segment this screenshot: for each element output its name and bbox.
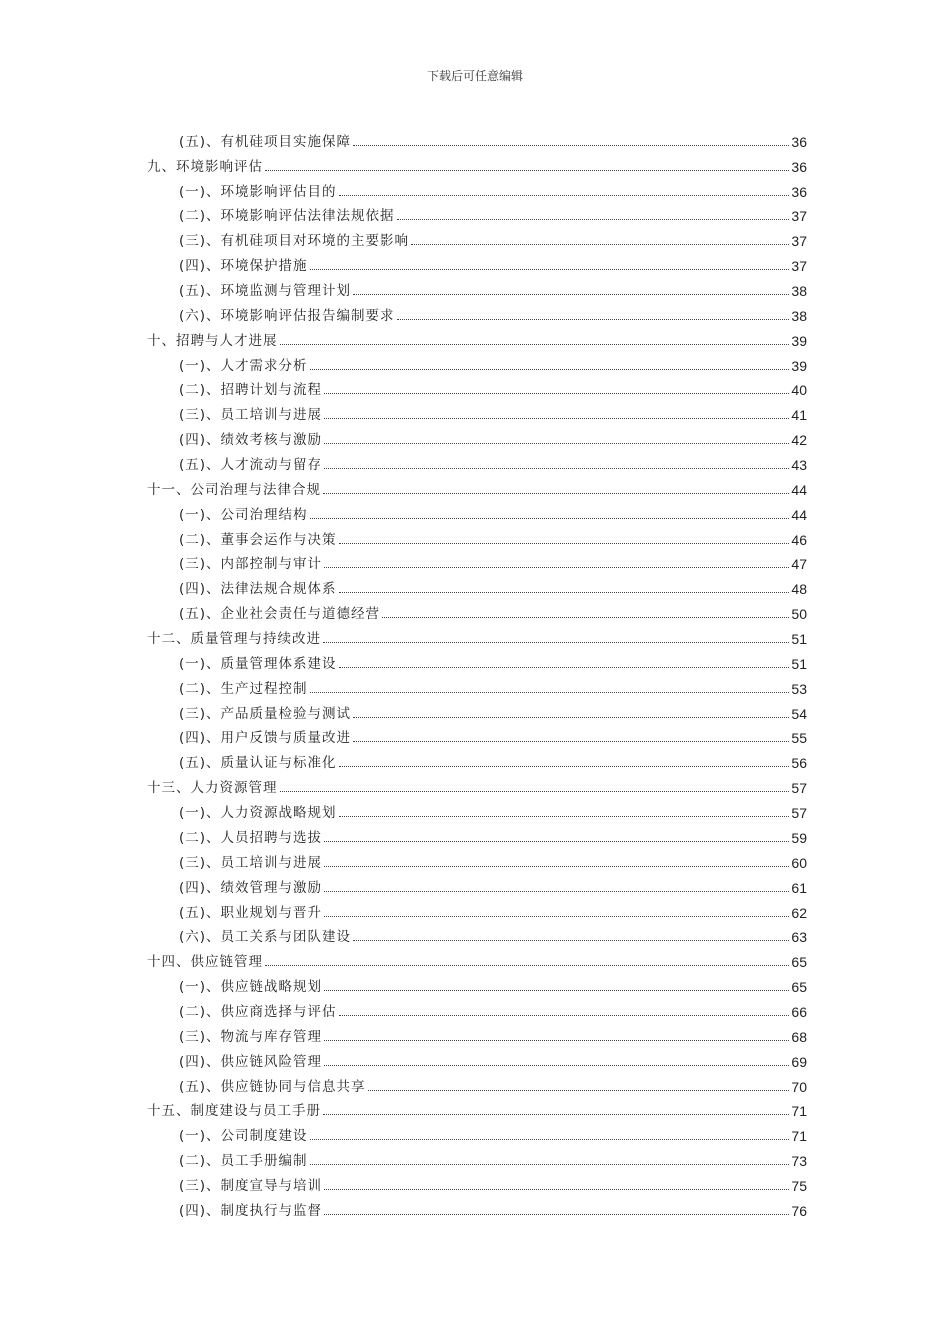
toc-entry-label: (五)、职业规划与晋升 <box>179 904 323 921</box>
toc-page-number: 57 <box>791 805 807 822</box>
toc-dot-leader <box>324 990 789 991</box>
toc-section-entry[interactable] <box>147 249 807 274</box>
toc-page-number: 43 <box>791 457 807 474</box>
toc-page-number: 59 <box>791 829 807 846</box>
toc-entry-label: (二)、供应商选择与评估 <box>179 1003 337 1020</box>
toc-entry-label: (五)、环境监测与管理计划 <box>179 283 352 300</box>
toc-dot-leader <box>280 791 790 792</box>
toc-entry-label: (一)、环境影响评估目的 <box>179 183 337 200</box>
toc-entry-label: 十三、人力资源管理 <box>147 780 278 797</box>
toc-entry-label: (三)、内部控制与审计 <box>179 556 323 573</box>
toc-page-number: 38 <box>791 307 807 324</box>
toc-entry-label: (三)、有机硅项目对环境的主要影响 <box>179 233 410 250</box>
toc-dot-leader <box>324 841 789 842</box>
toc-dot-leader <box>310 269 790 270</box>
toc-section-entry[interactable] <box>147 548 807 573</box>
toc-page-number: 37 <box>791 258 807 275</box>
toc-section-entry[interactable] <box>147 921 807 946</box>
toc-entry-label: (四)、绩效管理与激励 <box>179 879 323 896</box>
toc-dot-leader <box>411 244 789 245</box>
toc-section-entry[interactable] <box>147 871 807 896</box>
toc-page-number: 37 <box>791 233 807 250</box>
toc-dot-leader <box>324 916 789 917</box>
toc-dot-leader <box>310 518 790 519</box>
toc-section-entry[interactable] <box>147 299 807 324</box>
toc-section-entry[interactable] <box>147 398 807 423</box>
toc-section-entry[interactable] <box>147 125 807 150</box>
toc-page-number: 42 <box>791 432 807 449</box>
toc-page-number: 51 <box>791 655 807 672</box>
toc-page-number: 46 <box>791 531 807 548</box>
toc-dot-leader <box>324 1040 789 1041</box>
toc-page-number: 38 <box>791 283 807 300</box>
toc-page-number: 63 <box>791 929 807 946</box>
toc-entry-label: (一)、人力资源战略规划 <box>179 805 337 822</box>
toc-entry-label: (三)、员工培训与进展 <box>179 407 323 424</box>
toc-entry-label: (二)、生产过程控制 <box>179 680 308 697</box>
toc-entry-label: (二)、环境影响评估法律法规依据 <box>179 208 395 225</box>
toc-page-number: 44 <box>791 506 807 523</box>
toc-entry-label: (一)、供应链战略规划 <box>179 979 323 996</box>
toc-dot-leader <box>339 766 790 767</box>
toc-chapter-entry[interactable] <box>147 1095 807 1120</box>
toc-section-entry[interactable] <box>147 970 807 995</box>
toc-entry-label: (五)、人才流动与留存 <box>179 457 323 474</box>
toc-entry-label: (二)、员工手册编制 <box>179 1153 308 1170</box>
toc-section-entry[interactable] <box>147 175 807 200</box>
toc-section-entry[interactable] <box>147 498 807 523</box>
toc-page-number: 47 <box>791 556 807 573</box>
toc-dot-leader <box>310 1139 790 1140</box>
toc-dot-leader <box>353 294 789 295</box>
toc-page-number: 57 <box>791 780 807 797</box>
toc-page-number: 76 <box>791 1202 807 1219</box>
toc-entry-label: (二)、人员招聘与选拔 <box>179 829 323 846</box>
toc-dot-leader <box>339 543 790 544</box>
toc-page-number: 40 <box>791 382 807 399</box>
toc-dot-leader <box>353 741 789 742</box>
toc-page-number: 68 <box>791 1028 807 1045</box>
toc-chapter-entry[interactable] <box>147 473 807 498</box>
toc-page-number: 65 <box>791 954 807 971</box>
toc-dot-leader <box>323 493 789 494</box>
toc-entry-label: (五)、有机硅项目实施保障 <box>179 133 352 150</box>
toc-dot-leader <box>339 1015 790 1016</box>
toc-dot-leader <box>324 567 789 568</box>
toc-entry-label: 九、环境影响评估 <box>147 158 263 175</box>
toc-section-entry[interactable] <box>147 448 807 473</box>
toc-page-number: 36 <box>791 133 807 150</box>
toc-dot-leader <box>324 393 789 394</box>
toc-dot-leader <box>265 965 789 966</box>
toc-section-entry[interactable] <box>147 597 807 622</box>
toc-entry-label: (六)、环境影响评估报告编制要求 <box>179 307 395 324</box>
toc-entry-label: (四)、用户反馈与质量改进 <box>179 730 352 747</box>
toc-section-entry[interactable] <box>147 1119 807 1144</box>
toc-entry-label: (一)、公司治理结构 <box>179 506 308 523</box>
toc-page-number: 75 <box>791 1177 807 1194</box>
toc-section-entry[interactable] <box>147 821 807 846</box>
toc-page-number: 39 <box>791 357 807 374</box>
toc-entry-label: (三)、员工培训与进展 <box>179 854 323 871</box>
toc-dot-leader <box>324 1065 789 1066</box>
toc-dot-leader <box>339 667 790 668</box>
toc-dot-leader <box>310 1164 790 1165</box>
table-of-contents <box>147 125 807 1219</box>
toc-page-number: 54 <box>791 705 807 722</box>
toc-dot-leader <box>368 1090 790 1091</box>
toc-page-number: 66 <box>791 1003 807 1020</box>
toc-chapter-entry[interactable] <box>147 622 807 647</box>
toc-entry-label: (一)、质量管理体系建设 <box>179 655 337 672</box>
toc-dot-leader <box>265 170 789 171</box>
toc-page-number: 69 <box>791 1053 807 1070</box>
toc-entry-label: (五)、质量认证与标准化 <box>179 755 337 772</box>
toc-page-number: 41 <box>791 407 807 424</box>
toc-dot-leader <box>353 717 789 718</box>
toc-dot-leader <box>353 145 789 146</box>
toc-page-number: 65 <box>791 979 807 996</box>
toc-entry-label: (一)、人才需求分析 <box>179 357 308 374</box>
page-header: 下载后可任意编辑 <box>426 69 523 83</box>
toc-entry-label: 十四、供应链管理 <box>147 954 263 971</box>
toc-entry-label: (四)、制度执行与监督 <box>179 1202 323 1219</box>
toc-section-entry[interactable] <box>147 1045 807 1070</box>
toc-dot-leader <box>339 195 790 196</box>
toc-page-number: 55 <box>791 730 807 747</box>
toc-page-number: 44 <box>791 481 807 498</box>
toc-entry-label: (三)、产品质量检验与测试 <box>179 705 352 722</box>
toc-section-entry[interactable] <box>147 697 807 722</box>
toc-page-number: 71 <box>791 1103 807 1120</box>
toc-section-entry[interactable] <box>147 846 807 871</box>
toc-section-entry[interactable] <box>147 523 807 548</box>
toc-entry-label: (四)、绩效考核与激励 <box>179 432 323 449</box>
toc-entry-label: (二)、招聘计划与流程 <box>179 382 323 399</box>
toc-page-number: 56 <box>791 755 807 772</box>
toc-section-entry[interactable] <box>147 224 807 249</box>
toc-page-number: 50 <box>791 606 807 623</box>
toc-page-number: 53 <box>791 680 807 697</box>
toc-dot-leader <box>324 866 789 867</box>
toc-section-entry[interactable] <box>147 995 807 1020</box>
toc-dot-leader <box>397 219 790 220</box>
toc-entry-label: (四)、法律法规合规体系 <box>179 581 337 598</box>
toc-entry-label: (五)、供应链协同与信息共享 <box>179 1078 366 1095</box>
toc-section-entry[interactable] <box>147 200 807 225</box>
toc-section-entry[interactable] <box>147 1169 807 1194</box>
toc-entry-label: (一)、公司制度建设 <box>179 1128 308 1145</box>
toc-entry-label: (三)、制度宣导与培训 <box>179 1177 323 1194</box>
toc-section-entry[interactable] <box>147 374 807 399</box>
toc-entry-label: (四)、环境保护措施 <box>179 258 308 275</box>
toc-dot-leader <box>339 816 790 817</box>
toc-page-number: 73 <box>791 1153 807 1170</box>
toc-dot-leader <box>324 418 789 419</box>
toc-entry-label: (二)、董事会运作与决策 <box>179 531 337 548</box>
toc-section-entry[interactable] <box>147 1070 807 1095</box>
toc-section-entry[interactable] <box>147 1144 807 1169</box>
toc-chapter-entry[interactable] <box>147 324 807 349</box>
toc-page-number: 62 <box>791 904 807 921</box>
toc-section-entry[interactable] <box>147 647 807 672</box>
toc-page-number: 36 <box>791 183 807 200</box>
toc-section-entry[interactable] <box>147 796 807 821</box>
toc-entry-label: 十一、公司治理与法律合规 <box>147 481 321 498</box>
toc-entry-label: 十、招聘与人才进展 <box>147 332 278 349</box>
toc-dot-leader <box>280 344 790 345</box>
toc-page-number: 51 <box>791 631 807 648</box>
toc-dot-leader <box>324 1189 789 1190</box>
toc-dot-leader <box>324 443 789 444</box>
toc-entry-label: (四)、供应链风险管理 <box>179 1053 323 1070</box>
toc-page-number: 37 <box>791 208 807 225</box>
toc-chapter-entry[interactable] <box>147 150 807 175</box>
toc-dot-leader <box>310 692 790 693</box>
toc-dot-leader <box>323 642 789 643</box>
toc-dot-leader <box>382 617 789 618</box>
toc-page-number: 71 <box>791 1128 807 1145</box>
toc-dot-leader <box>397 319 790 320</box>
toc-section-entry[interactable] <box>147 349 807 374</box>
toc-entry-label: (五)、企业社会责任与道德经营 <box>179 606 381 623</box>
toc-page-number: 36 <box>791 158 807 175</box>
toc-section-entry[interactable] <box>147 1194 807 1219</box>
toc-page-number: 61 <box>791 879 807 896</box>
toc-section-entry[interactable] <box>147 896 807 921</box>
toc-entry-label: 十二、质量管理与持续改进 <box>147 631 321 648</box>
toc-entry-label: (三)、物流与库存管理 <box>179 1028 323 1045</box>
toc-page-number: 48 <box>791 581 807 598</box>
toc-page-number: 60 <box>791 854 807 871</box>
toc-page-number: 39 <box>791 332 807 349</box>
toc-entry-label: 十五、制度建设与员工手册 <box>147 1103 321 1120</box>
toc-section-entry[interactable] <box>147 1020 807 1045</box>
toc-page-number: 70 <box>791 1078 807 1095</box>
toc-section-entry[interactable] <box>147 274 807 299</box>
toc-section-entry[interactable] <box>147 722 807 747</box>
toc-dot-leader <box>323 1114 789 1115</box>
toc-section-entry[interactable] <box>147 423 807 448</box>
toc-section-entry[interactable] <box>147 746 807 771</box>
toc-dot-leader <box>339 592 790 593</box>
toc-section-entry[interactable] <box>147 672 807 697</box>
toc-chapter-entry[interactable] <box>147 945 807 970</box>
toc-dot-leader <box>310 369 790 370</box>
toc-dot-leader <box>324 1214 789 1215</box>
toc-section-entry[interactable] <box>147 572 807 597</box>
toc-chapter-entry[interactable] <box>147 771 807 796</box>
toc-entry-label: (六)、员工关系与团队建设 <box>179 929 352 946</box>
toc-dot-leader <box>353 940 789 941</box>
toc-dot-leader <box>324 891 789 892</box>
toc-dot-leader <box>324 468 789 469</box>
